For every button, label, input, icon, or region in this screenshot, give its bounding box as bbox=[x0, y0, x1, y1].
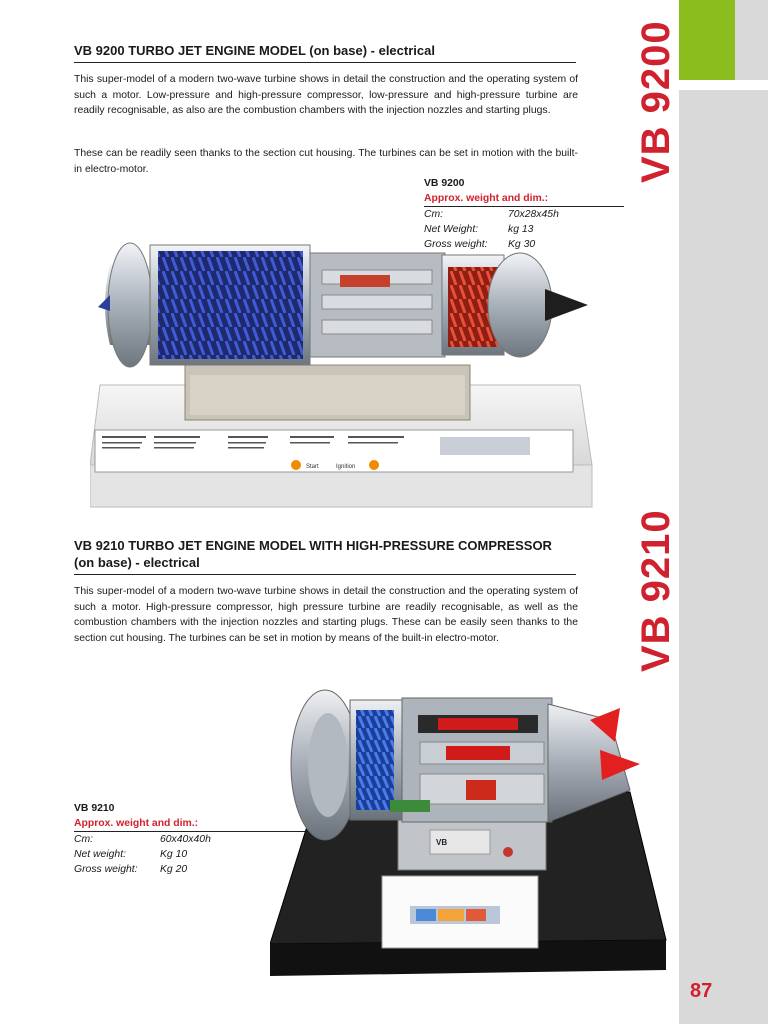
spec-label: Cm: bbox=[74, 834, 94, 845]
product1-photo bbox=[90, 215, 602, 520]
spec-value: Kg 30 bbox=[508, 239, 536, 250]
spec-title: Approx. weight and dim.: bbox=[74, 816, 308, 832]
vertical-code-vb9210: VB 9210 bbox=[634, 509, 678, 672]
start-label: Start bbox=[306, 464, 319, 470]
spec-label: Gross weight: bbox=[74, 864, 138, 875]
start-button-icon bbox=[503, 847, 513, 857]
page-number: 87 bbox=[690, 980, 713, 1002]
green-section-tab bbox=[679, 0, 735, 80]
ignition-label: Ignition bbox=[336, 464, 356, 470]
spec-code: VB 9200 bbox=[424, 178, 465, 189]
product2-photo bbox=[270, 680, 668, 980]
spec-value: kg 13 bbox=[508, 224, 534, 235]
spec-label: Net Weight: bbox=[424, 224, 479, 235]
product1-paragraph1: This super-model of a modern two-wave turbine shows in detail the construction and the operating system of such a motor. Low-pressure and high-pressure compressor, low-pressure and high-pressure turbine are readily recognisable, as also are the combustion chambers with the injection nozzles and starting plugs. bbox=[74, 74, 578, 116]
spec-code: VB 9210 bbox=[74, 803, 115, 814]
spec-value: Kg 10 bbox=[160, 849, 188, 860]
side-strip bbox=[679, 0, 768, 1024]
plate-brand: VB bbox=[436, 838, 448, 847]
product1-paragraph2: These can be readily seen thanks to the section cut housing. The turbines can be set in motion with the built-in electro-motor. bbox=[74, 148, 578, 175]
product2-title-line1: VB 9210 TURBO JET ENGINE MODEL WITH HIGH-PRESSURE COMPRESSOR bbox=[74, 538, 552, 553]
product2-paragraph: This super-model of a modern two-wave turbine shows in detail the construction and the operating system of such a motor. High-pressure compressor, high pressure turbine are readily recognisable, as well as the combustion chambers with the injection nozzles and starting plugs. These can be easily seen thanks to the section cut housing. The turbines can be set in motion by means of the built-in electro-motor. bbox=[74, 586, 578, 644]
spec-value: 60x40x40h bbox=[160, 834, 211, 845]
spec-label: Cm: bbox=[424, 209, 444, 220]
start-button-icon bbox=[291, 460, 301, 470]
product2-title-line2: (on base) - electrical bbox=[74, 555, 200, 570]
spec-value: 70x28x45h bbox=[508, 209, 559, 220]
vertical-code-vb9200: VB 9200 bbox=[634, 20, 678, 183]
product2-title bbox=[74, 537, 576, 575]
spec-value: Kg 20 bbox=[160, 864, 188, 875]
spec-title: Approx. weight and dim.: bbox=[424, 191, 624, 207]
spec-label: Gross weight: bbox=[424, 239, 488, 250]
ignition-button-icon bbox=[369, 460, 379, 470]
product1-title: VB 9200 TURBO JET ENGINE MODEL (on base) - electrical bbox=[74, 42, 576, 63]
spec-label: Net weight: bbox=[74, 849, 126, 860]
strip-divider bbox=[679, 80, 768, 90]
